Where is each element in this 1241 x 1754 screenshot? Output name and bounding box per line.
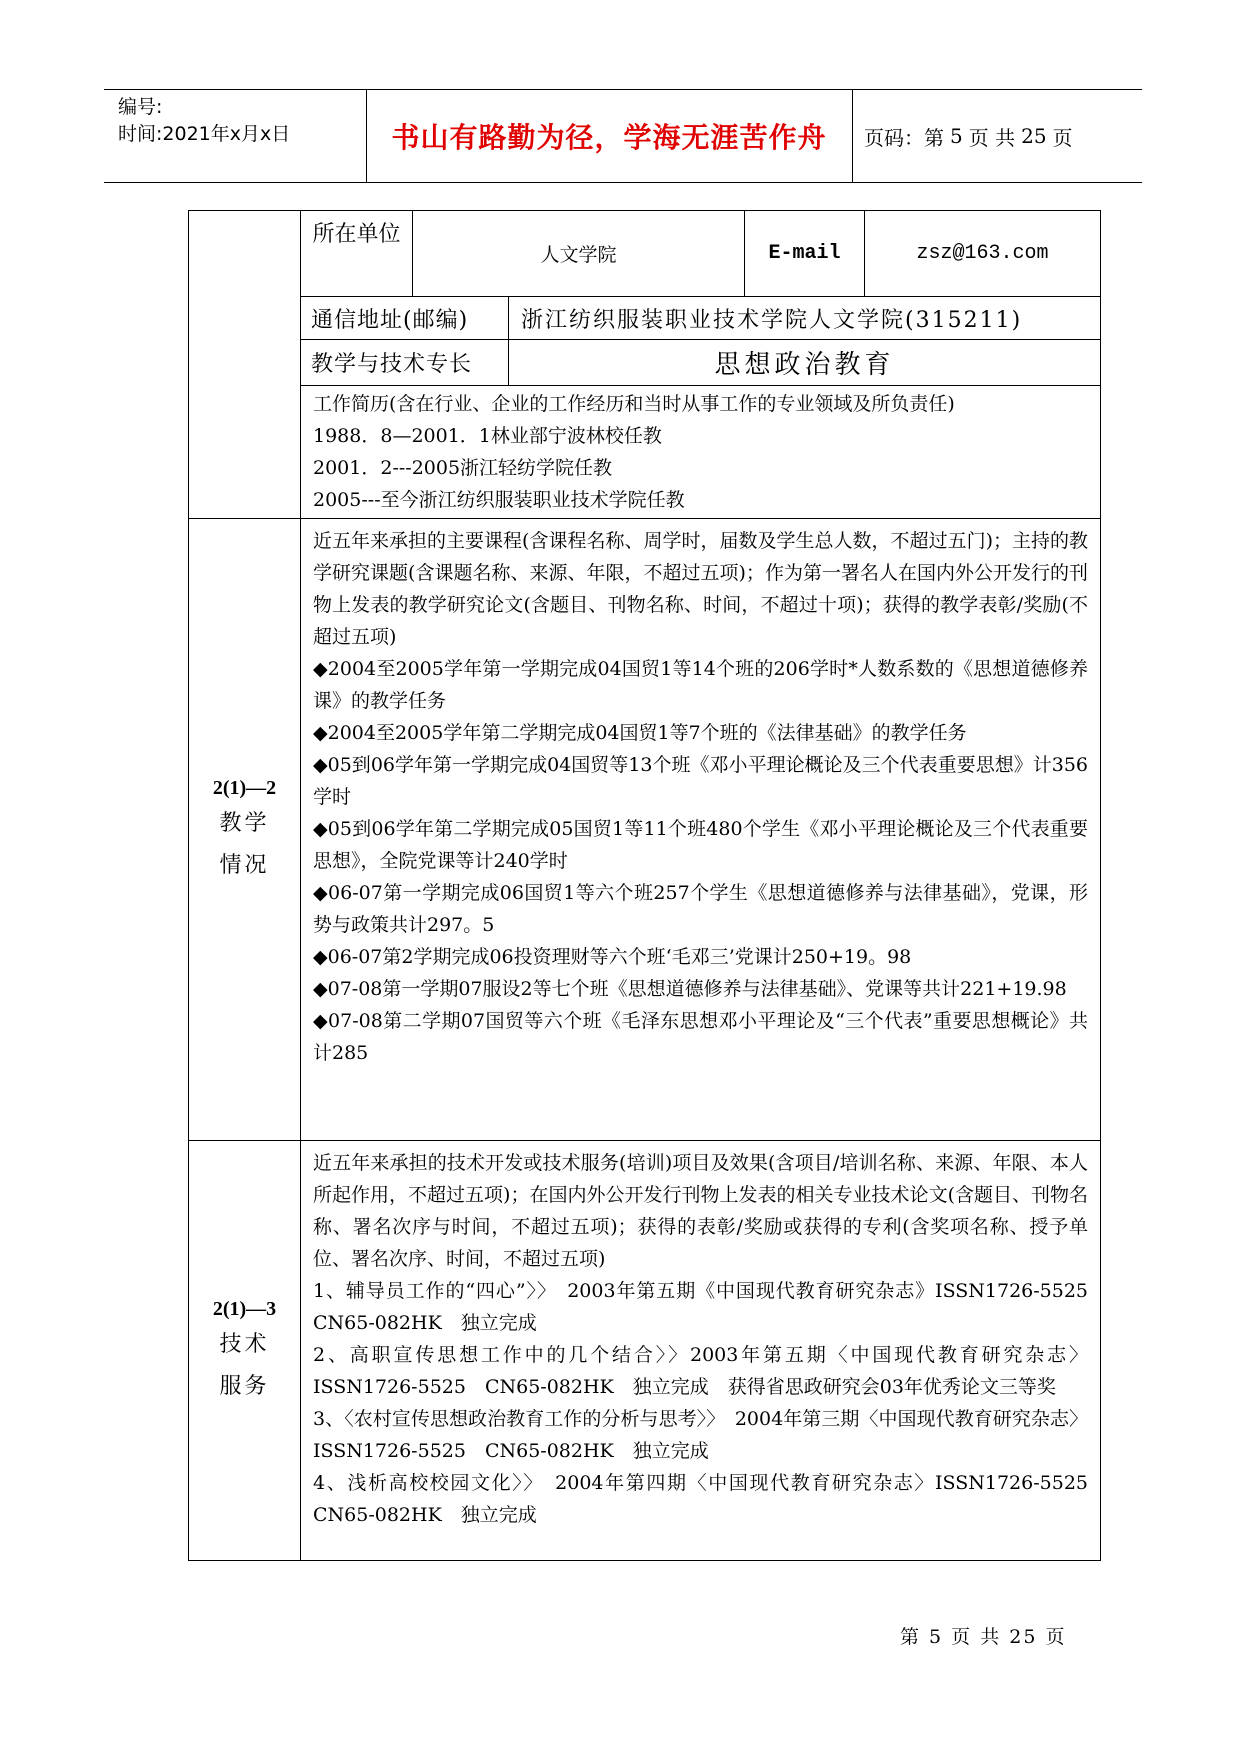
tech-item: 4、浅析高校校园文化〉〉 2004年第四期〈中国现代教育研究杂志〉ISSN1726-5525 CN65-082HK 独立完成 — [313, 1472, 1089, 1526]
teaching-item: ◆05到06学年第二学期完成05国贸1等11个班480个学生《邓小平理论概论及三个代表重要思想》，全院党课等计240学时 — [313, 818, 1089, 872]
page-mid: 页 共 — [968, 125, 1016, 150]
address-row — [189, 297, 1101, 340]
page-label: 页码：第 — [864, 125, 944, 150]
specialty-label: 教学与技术专长 — [301, 340, 509, 386]
page-footer: 第 5 页 共 25 页 — [900, 1626, 1067, 1648]
header-divider — [852, 90, 853, 182]
time-label: 时间:2021年x月x日 — [118, 123, 291, 145]
teaching-label-cell — [189, 519, 301, 1141]
unit-label: 所在单位 — [301, 211, 413, 297]
number-label: 编号: — [118, 96, 163, 118]
teaching-item: ◆06-07第一学期完成06国贸1等六个班257个学生《思想道德修养与法律基础》，党课，形势与政策共计297。5 — [313, 882, 1089, 936]
teaching-content — [301, 519, 1101, 1141]
header-meta — [118, 94, 290, 148]
unit-value: 人文学院 — [413, 211, 745, 297]
teaching-item: ◆07-08第一学期07服设2等七个班《思想道德修养与法律基础》、党课等共计221+19.98 — [313, 978, 1067, 1000]
tech-item: 1、辅导员工作的“四心”〉〉 2003年第五期《中国现代教育研究杂志》ISSN1726-5525 CN65-082HK 独立完成 — [313, 1280, 1089, 1334]
header-motto: 书山有路勤为径，学海无涯苦作舟 — [391, 121, 827, 154]
tech-code: 2(1)—3 — [212, 1297, 277, 1320]
blank-label-cell — [189, 211, 301, 519]
teaching-item: ◆2004至2005学年第一学期完成04国贸1等14个班的206学时*人数系数的《思想道德修养课》的教学任务 — [313, 658, 1089, 712]
work-history-line: 2005---至今浙江纺织服装职业技术学院任教 — [313, 489, 685, 511]
teaching-item: ◆07-08第二学期07国贸等六个班《毛泽东思想邓小平理论及“三个代表”重要思想概论》共计285 — [313, 1010, 1089, 1064]
page-total: 25 — [1021, 124, 1047, 148]
email-value: zsz@163.com — [865, 211, 1101, 297]
unit-row — [189, 211, 1101, 297]
tech-name-1: 技术 — [219, 1331, 270, 1357]
teaching-row — [189, 519, 1101, 1141]
work-history-title: 工作简历(含在行业、企业的工作经历和当时从事工作的专业领域及所负责任) — [313, 393, 955, 415]
page-end: 页 — [1052, 125, 1073, 150]
tech-intro: 近五年来承担的技术开发或技术服务(培训)项目及效果(含项目/培训名称、来源、年限、本人所起作用，不超过五项)；在国内外公开发行刊物上发表的相关专业技术论文(含题目、刊物名称、署名次序与时间，不超过五项)；获得的表彰/奖励或获得的专利(含奖项名称、授予单位、署名次序、时间，不超过五项) — [313, 1152, 1089, 1270]
teaching-item: ◆2004至2005学年第二学期完成04国贸1等7个班的《法律基础》的教学任务 — [313, 722, 967, 744]
tech-item: 3、〈农村宣传思想政治教育工作的分析与思考〉〉 2004年第三期〈中国现代教育研究杂志〉ISSN1726-5525 CN65-082HK 独立完成 — [313, 1408, 1089, 1462]
work-history-line: 1988．8—2001．1林业部宁波林校任教 — [313, 425, 662, 447]
email-label: E-mail — [745, 211, 865, 297]
page-header — [104, 89, 1142, 183]
teaching-item: ◆05到06学年第一学期完成04国贸等13个班《邓小平理论概论及三个代表重要思想》计356学时 — [313, 754, 1089, 808]
tech-name-2: 服务 — [219, 1373, 270, 1399]
tech-content — [301, 1141, 1101, 1561]
teaching-name-2: 情况 — [219, 852, 270, 878]
teaching-code: 2(1)—2 — [212, 776, 277, 799]
work-history-cell — [301, 386, 1101, 519]
address-value: 浙江纺织服装职业技术学院人文学院(315211) — [509, 297, 1101, 340]
specialty-row — [189, 340, 1101, 386]
tech-row — [189, 1141, 1101, 1561]
teaching-intro: 近五年来承担的主要课程(含课程名称、周学时，届数及学生总人数，不超过五门)；主持的教学研究课题(含课题名称、来源、年限，不超过五项)；作为第一署名人在国内外公开发行的刊物上发表的教学研究论文(含题目、刊物名称、时间，不超过十项)；获得的教学表彰/奖励(不超过五项) — [313, 530, 1089, 648]
work-history-line: 2001．2---2005浙江轻纺学院任教 — [313, 457, 613, 479]
info-table — [188, 210, 1101, 1561]
header-page-info — [864, 90, 1079, 182]
tech-item: 2、高职宣传思想工作中的几个结合〉〉2003年第五期〈中国现代教育研究杂志〉ISSN1726-5525 CN65-082HK 独立完成 获得省思政研究会03年优秀论文三等奖 — [313, 1344, 1089, 1398]
page-number: 5 — [950, 124, 963, 148]
tech-label-cell — [189, 1141, 301, 1561]
specialty-value: 思想政治教育 — [509, 340, 1101, 386]
teaching-item: ◆06-07第2学期完成06投资理财等六个班‘毛邓三’党课计250+19。98 — [313, 946, 912, 968]
teaching-name-1: 教学 — [219, 810, 270, 836]
work-history-row — [189, 386, 1101, 519]
address-label: 通信地址(邮编) — [301, 297, 509, 340]
